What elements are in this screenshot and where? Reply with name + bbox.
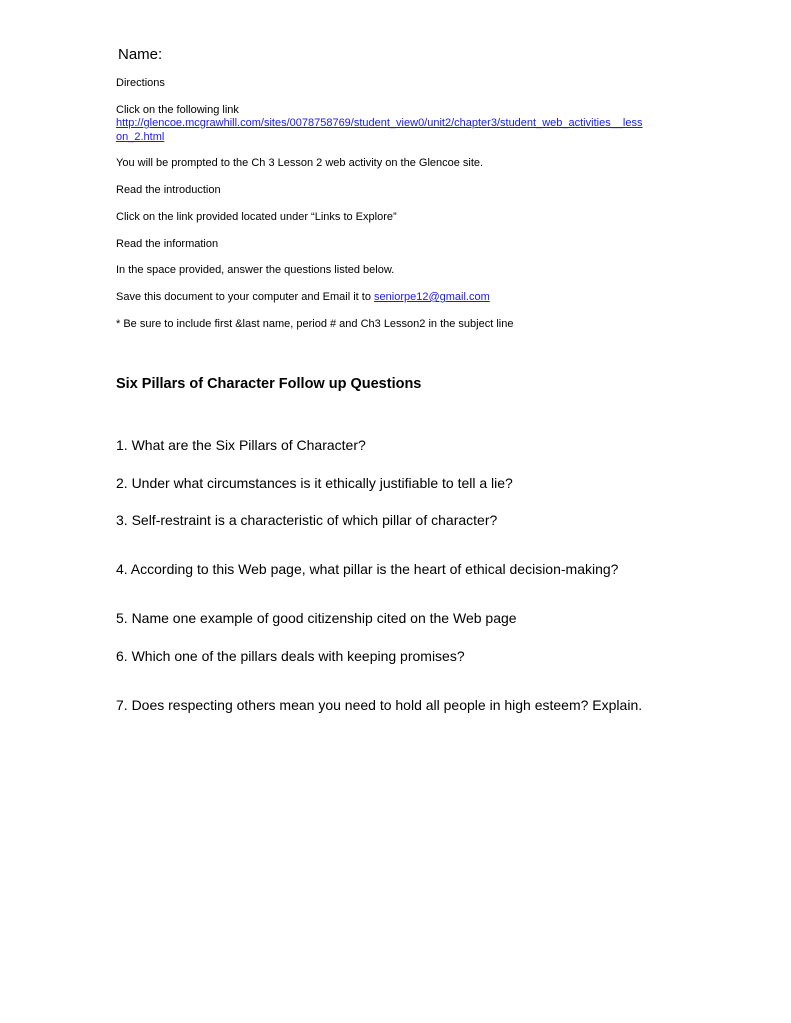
name-label: Name: (118, 46, 163, 63)
step-click-links-to-explore: Click on the link provided located under “Links to Explore” (116, 211, 397, 223)
question-5: 5. Name one example of good citizenship cited on the Web page (116, 610, 517, 626)
step-read-introduction: Read the introduction (116, 184, 221, 196)
email-link[interactable]: seniorpe12@gmail.com (374, 291, 490, 303)
activity-url-link-line1[interactable]: http://glencoe.mcgrawhill.com/sites/0078758769/student_view0/unit2/chapter3/student_web_activities__less (116, 117, 643, 129)
questions-heading: Six Pillars of Character Follow up Questions (116, 376, 422, 392)
question-1: 1. What are the Six Pillars of Character? (116, 437, 366, 453)
save-email-text: Save this document to your computer and Email it to (116, 291, 375, 303)
directions-title: Directions (116, 77, 165, 89)
subject-line-note: * Be sure to include first &last name, period # and Ch3 Lesson2 in the subject line (116, 318, 514, 330)
question-2: 2. Under what circumstances is it ethically justifiable to tell a lie? (116, 475, 513, 491)
activity-url-link-line2[interactable]: on_2.html (116, 131, 165, 143)
step-prompted: You will be prompted to the Ch 3 Lesson 2 web activity on the Glencoe site. (116, 157, 484, 169)
save-email-instruction (116, 291, 490, 303)
step-read-information: Read the information (116, 238, 219, 250)
question-3: 3. Self-restraint is a characteristic of which pillar of character? (116, 512, 498, 528)
question-6: 6. Which one of the pillars deals with keeping promises? (116, 648, 465, 664)
click-link-instruction: Click on the following link (116, 104, 239, 116)
step-answer-questions: In the space provided, answer the questions listed below. (116, 264, 395, 276)
question-7: 7. Does respecting others mean you need to hold all people in high esteem? Explain. (116, 697, 643, 713)
question-4: 4. According to this Web page, what pillar is the heart of ethical decision-making? (116, 561, 619, 577)
